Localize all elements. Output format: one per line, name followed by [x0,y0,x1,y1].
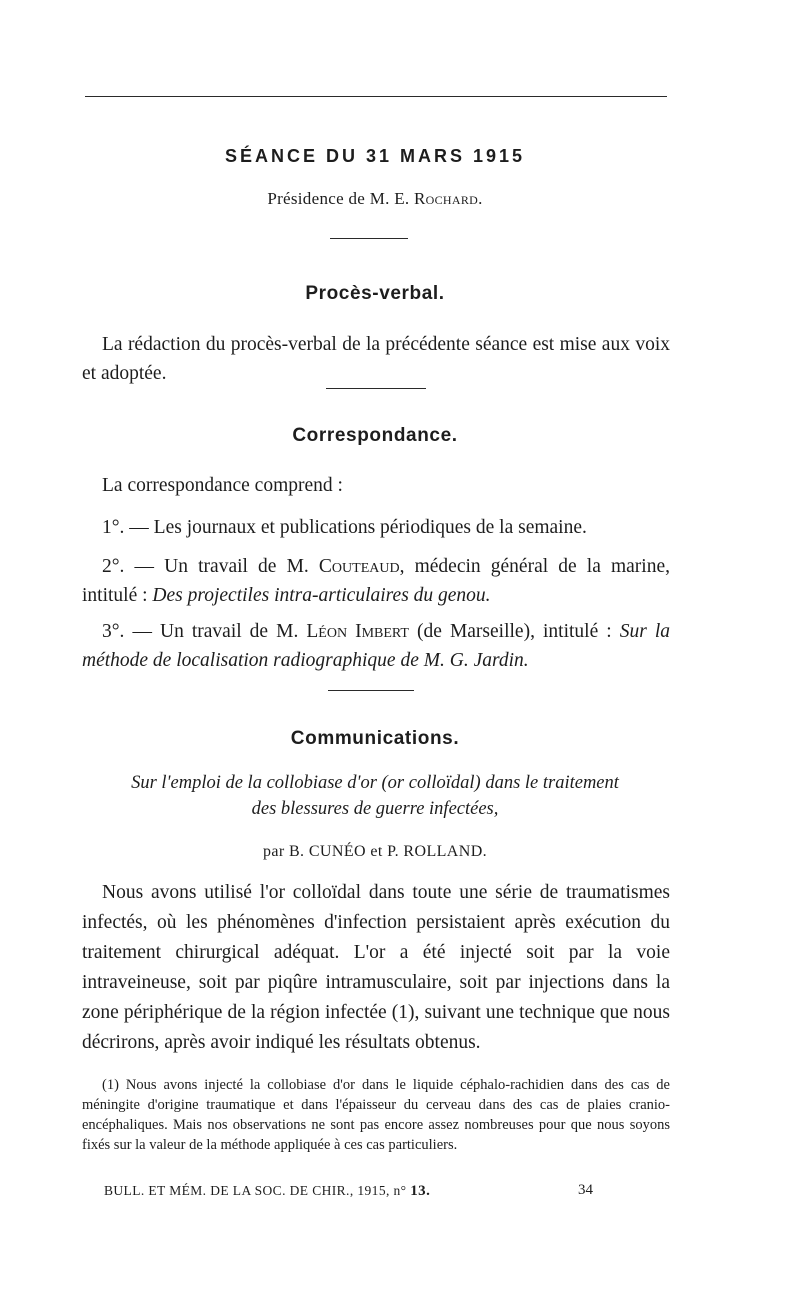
heading-communications: Communications. [290,728,460,749]
page-number: 34 [578,1182,593,1198]
footnote: (1) Nous avons injecté la collobiase d'or dans le liquide céphalo-rachidien dans des cas de méningite d'origine traumatique et dans l'épaisseur du cerveau dans des cas de plaies cranio-encéphaliques. Mais nos observations ne sont pas encore assez nombreuses pour que nous soyons fixés sur la valeur de la méthode appliquée à ces cas particuliers. [82,1077,670,1153]
header-rule [85,96,667,97]
session-title: SÉANCE DU 31 MARS 1915 [224,146,526,166]
author-couteaud: Couteaud [318,556,400,577]
correspondance-intro: La correspondance comprend : [102,475,343,496]
section-divider [328,690,414,691]
presidence-line [80,189,670,209]
communication-title [80,770,670,822]
footer-citation: BULL. ET MÉM. DE LA SOC. DE CHIR., 1915, n° 13. [104,1183,431,1199]
issue-number: 13. [410,1183,431,1199]
president-name: Rochard [414,189,479,208]
presidence-suffix: . [478,189,483,208]
presidence-prefix: Présidence de M. E. [267,189,414,208]
communication-authors: par B. CUNÉO et P. ROLLAND. [262,843,488,860]
work-title-localisation: Sur la méthode de localisation radiographique de M. G. Jardin. [82,621,670,671]
correspondance-item-2: 2°. — Un travail de M. Couteaud, médecin général de la marine, intitulé : Des projectiles intra-articulaires du genou. [82,556,670,606]
work-title-projectiles: Des projectiles intra-articulaires du genou. [152,585,491,606]
correspondance-item-1: 1°. — Les journaux et publications périodiques de la semaine. [102,517,587,538]
proces-verbal-paragraph: La rédaction du procès-verbal de la précédente séance est mise aux voix et adoptée. [82,334,670,384]
proces-verbal-text [82,330,670,388]
section-divider [326,388,426,389]
communication-title-line-2: des blessures de guerre infectées, [251,799,499,819]
section-divider [330,238,408,239]
communication-title-line-1: Sur l'emploi de la collobiase d'or (or colloïdal) dans le traitement [131,773,619,793]
heading-proces-verbal: Procès-verbal. [305,283,445,304]
author-imbert: Léon Imbert [306,621,409,642]
heading-correspondance: Correspondance. [292,425,458,446]
correspondance-item-3: 3°. — Un travail de M. Léon Imbert (de Marseille), intitulé : Sur la méthode de localisation radiographique de M. G. Jardin. [82,621,670,671]
communication-body: Nous avons utilisé l'or colloïdal dans toute une série de traumatismes infectés, où les phénomènes d'infection persistaient après exécution du traitement chirurgical adéquat. L'or a été injecté soit par la voie intraveineuse, soit par piqûre intramusculaire, soit par injections dans la zone périphérique de la région infectée (1), suivant une technique que nous décrirons, après avoir indiqué les résultats obtenus. [82,882,670,1053]
